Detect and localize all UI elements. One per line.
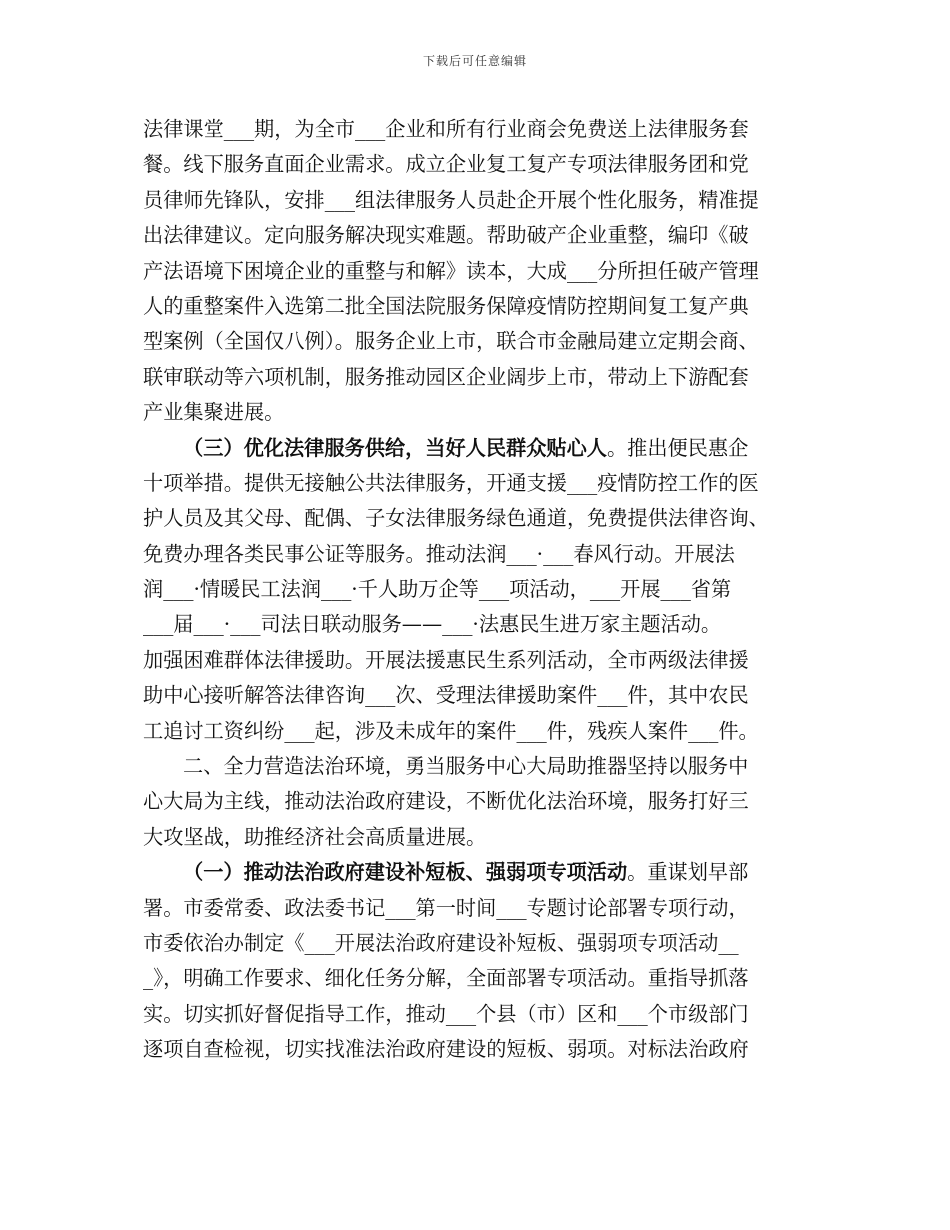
- document-body: [143, 112, 813, 1068]
- text-line: 产业集聚进展。: [143, 400, 285, 425]
- section-1-title: （一）推动法治政府建设补短板、强弱项专项活动: [183, 860, 628, 885]
- text-line: 法律课堂___期，为全市___企业和所有行业商会免费送上法律服务套: [143, 117, 749, 141]
- text-line: 护人员及其父母、配偶、子女法律服务绿色通道，免费提供法律咨询、: [143, 506, 769, 531]
- text-line: 逐项自查检视，切实找准法治政府建设的短板、弱项。对标法治政府: [143, 1037, 749, 1062]
- section-3-title-rest: 。推出便民惠企: [606, 435, 749, 460]
- text-line: 出法律建议。定向服务解决现实难题。帮助破产企业重整，编印《破: [143, 223, 749, 248]
- text-line: 大攻坚战，助推经济社会高质量进展。: [143, 824, 487, 849]
- text-line: ___届___·___司法日联动服务——___·法惠民生进万家主题活动。: [143, 612, 722, 637]
- text-line: 实。切实抓好督促指导工作，推动___个县（市）区和___个市级部门: [143, 1001, 749, 1026]
- text-line: 署。市委常委、政法委书记___第一时间___专题讨论部署专项行动，: [143, 895, 749, 920]
- text-line: 十项举措。提供无接触公共法律服务，开通支援___疫情防控工作的医: [143, 470, 759, 495]
- text-line: 心大局为主线，推动法治政府建设，不断优化法治环境，服务打好三: [143, 789, 749, 814]
- text-line: 工追讨工资纠纷___起，涉及未成年的案件___件，残疾人案件___件。: [143, 718, 759, 743]
- text-line: 市委依治办制定《___开展法治政府建设补短板、强弱项专项活动__: [143, 930, 739, 955]
- section-3-heading-line: [143, 431, 813, 466]
- text-line: 餐。线下服务直面企业需求。成立企业复工复产专项法律服务团和党: [143, 152, 749, 177]
- text-line: 助中心接听解答法律咨询___次、受理法律援助案件___件，其中农民: [143, 683, 749, 708]
- text-line: 产法语境下困境企业的重整与和解》读本，大成___分所担任破产管理: [143, 258, 759, 283]
- section-1-heading-line: [143, 855, 813, 890]
- section-1-title-rest: 。重谋划早部: [627, 860, 749, 885]
- text-line: 免费办理各类民事公证等服务。推动法润___·___春风行动。开展法: [143, 541, 735, 566]
- text-line: _》，明确工作要求、细化任务分解，全面部署专项活动。重指导抓落: [143, 966, 749, 991]
- text-line: 联审联动等六项机制，服务推动园区企业阔步上市，带动上下游配套: [143, 364, 749, 389]
- text-line: 型案例（全国仅八例）。服务企业上市，联合市金融局建立定期会商、: [143, 329, 759, 354]
- section-3-title: （三）优化法律服务供给，当好人民群众贴心人: [183, 435, 607, 460]
- text-line: 人的重整案件入选第二批全国法院服务保障疫情防控期间复工复产典: [143, 293, 749, 318]
- part-2-heading-line: 二、全力营造法治环境，勇当服务中心大局助推器坚持以服务中: [183, 754, 749, 779]
- text-line: 员律师先锋队，安排___组法律服务人员赴企开展个性化服务，精准提: [143, 187, 759, 212]
- text-line: 润___·情暖民工法润___·千人助万企等___项活动，___开展___省第: [143, 577, 732, 602]
- text-line: 加强困难群体法律援助。开展法援惠民生系列活动，全市两级法律援: [143, 647, 749, 672]
- page-header: 下载后可任意编辑: [422, 54, 527, 68]
